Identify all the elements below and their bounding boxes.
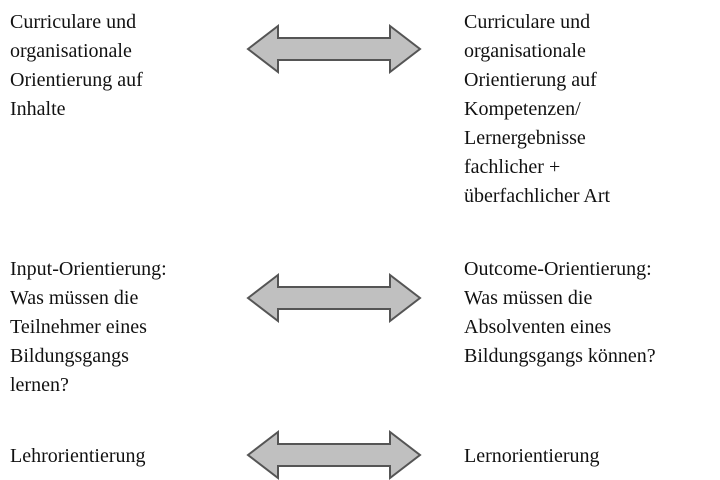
- double-arrow-icon: [246, 430, 422, 480]
- left-label-teaching-orientation: Lehrorientierung: [10, 445, 146, 467]
- right-label-learning-orientation: Lernorientierung: [464, 445, 600, 467]
- double-arrow-icon: [246, 24, 422, 74]
- right-label-competence-orientation: Curriculare und organisationale Orientierung auf Kompetenzen/ Lernergebnisse fachlicher + überfachlicher Art: [464, 11, 611, 207]
- double-arrow-icon: [246, 273, 422, 323]
- left-label-input-orientation: Input-Orientierung: Was müssen die Teilnehmer eines Bildungsgangs lernen?: [10, 258, 167, 396]
- left-label-content-orientation: Curriculare und organisationale Orientierung auf Inhalte: [10, 11, 143, 120]
- right-label-outcome-orientation: Outcome-Orientierung: Was müssen die Absolventen eines Bildungsgangs können?: [464, 258, 656, 367]
